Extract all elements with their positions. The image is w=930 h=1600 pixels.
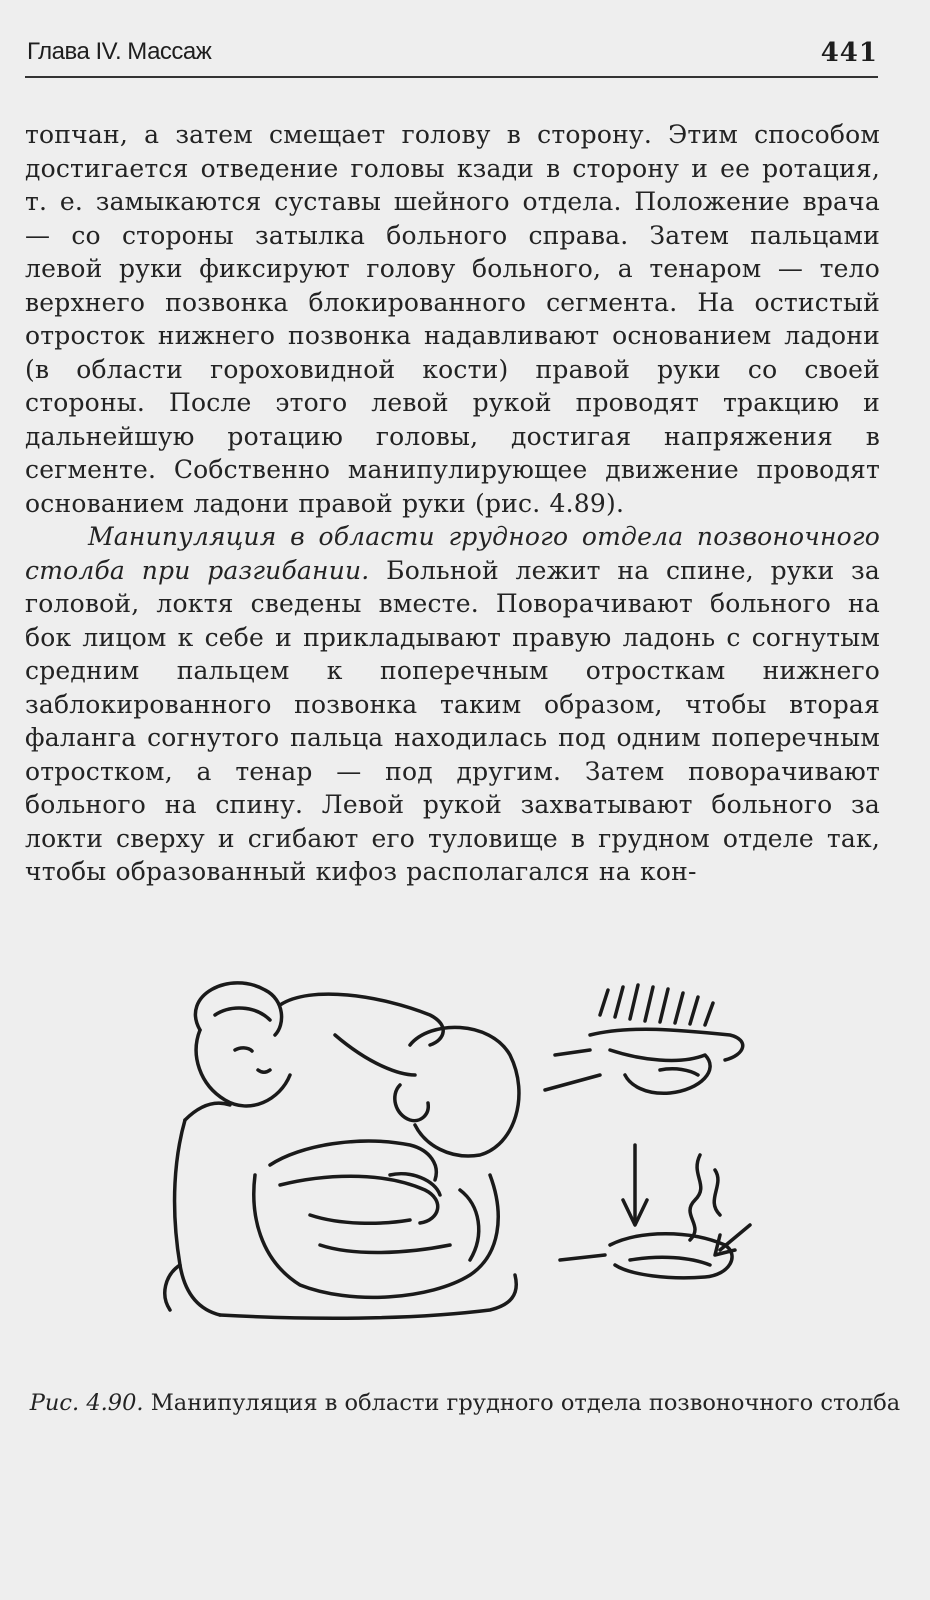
running-header (25, 36, 878, 78)
figure-illustration (160, 975, 780, 1350)
paragraph-text: Больной лежит на спине, руки за головой, локтя сведены вместе. Поворачивают больного на бок лицом к себе и прикладывают правую ладонь с согнутым средним пальцем к поперечным отросткам нижнего заблокированного позвонка таким образом, чтобы вторая фаланга согнутого пальца находилась под одним поперечным отростком, а тенар — под другим. Затем поворачивают больного на спину. Левой рукой захватывают больного за локти сверху и сгибают его туловище в грудном отделе так, чтобы образованный кифоз располагался на кон- (25, 555, 880, 886)
body-text (25, 118, 880, 889)
page-number: 441 (820, 38, 878, 68)
hand-detail-bottom (560, 1155, 732, 1278)
caption-label: Рис. 4.90. (29, 1390, 144, 1416)
header-rule (25, 76, 878, 78)
paragraph-heading-italic: Манипуляция в области грудного отдела позвоночного столба при разгибании. (25, 522, 880, 585)
patient-figure (254, 1027, 519, 1297)
doctor-figure (165, 983, 516, 1318)
paragraph-continuation: топчан, а затем смещает голову в сторону. Этим способом достигается отведение головы кзади в сторону и ее ротация, т. е. замыкаются суставы шейного отдела. Положение врача — со стороны затылка больного справа. Затем пальцами левой руки фиксируют голову больного, а тенаром — тело верхнего позвонка блокированного сегмента. На остистый отросток нижнего позвонка надавливают основанием ладони (в области гороховидной кости) правой руки со своей стороны. После этого левой рукой проводят тракцию и дальнейшую ротацию головы, достигая напряжения в сегменте. Собственно манипулирующее движение проводят основанием ладони правой руки (рис. 4.89). (25, 120, 880, 518)
paragraph-manipulation (25, 520, 880, 889)
figure-caption (0, 1387, 930, 1419)
hand-detail-top (545, 985, 743, 1093)
chapter-title: Глава IV. Массаж (27, 38, 212, 65)
direction-arrows (623, 1145, 750, 1255)
caption-text: Манипуляция в области грудного отдела позвоночного столба (143, 1390, 901, 1416)
